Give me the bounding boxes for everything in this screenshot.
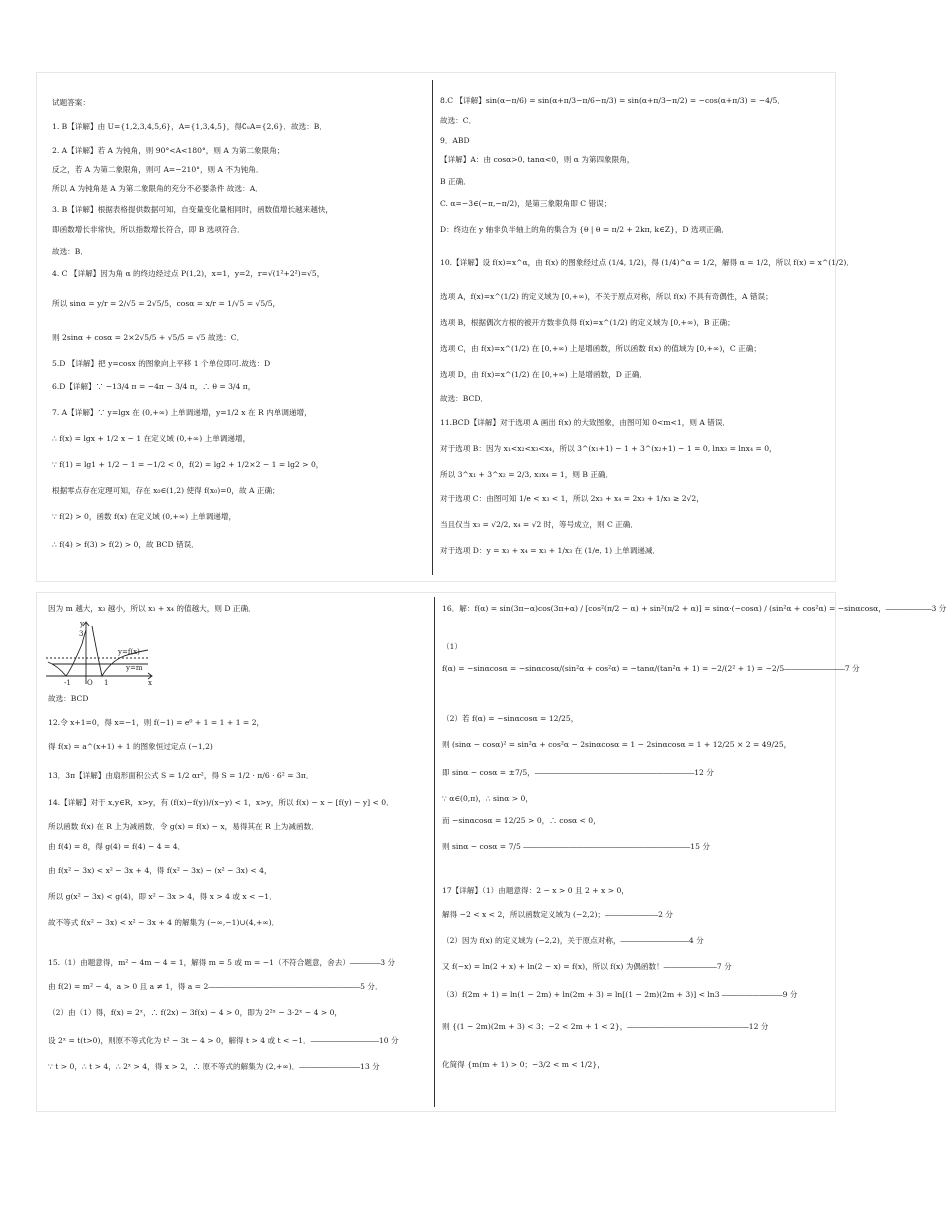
solution-line: 所以 3^x₁ + 3^x₂ = 2/3, x₃x₄ = 1，则 B 正确． (440, 470, 614, 479)
solution-line: 故选：BCD． (440, 394, 488, 403)
top-left-column (52, 92, 422, 572)
solution-line: 对于选项 C：由图可知 1/e < x₃ < 1，所以 2x₃ + x₄ = 2x₃ + 1/x₃ ≥ 2√2， (440, 494, 704, 503)
graph-label-neg1: -1 (64, 679, 71, 687)
top-right-column (440, 92, 854, 572)
solution-line: （2）由（1）得，f(x) = 2ˣ，∴ f(2x) − 3f(x) − 4 > 0，即为 2²ˣ − 3·2ˣ − 4 > 0， (48, 1008, 343, 1017)
solution-line: 则 {(1 − 2m)(2m + 3) < 3；−2 < 2m + 1 < 2}，――――――――――――――――12 分 (442, 1022, 769, 1031)
solution-line: 当且仅当 x₃ = √2/2, x₄ = √2 时，等号成立，则 C 正确． (440, 520, 638, 529)
graph-label-m: y=m (126, 664, 143, 672)
solution-line: 12.令 x+1=0，得 x=−1，则 f(−1) = e⁰ + 1 = 1 + 1 = 2， (48, 718, 265, 727)
solution-line: 因为 m 越大，x₃ 越小，所以 x₃ + x₄ 的值越大，则 D 正确． (48, 604, 256, 613)
solution-line: （2）若 f(α) = −sinαcosα = 12/25， (442, 714, 579, 723)
solution-line: 选项 A，f(x)=x^(1/2) 的定义域为 [0,+∞)，不关于原点对称，所以 f(x) 不具有奇偶性，A 错误； (440, 292, 773, 301)
solution-line: 5.D 【详解】把 y=cosx 的图象向上平移 1 个单位即可.故选：D (52, 359, 271, 368)
solution-line: 选项 D，由 f(x)=x^(1/2) 在 [0,+∞) 上是增函数，D 正确． (440, 370, 648, 379)
solution-line: 6.D【详解】∵ −13/4 π = −4π − 3/4 π，∴ θ = 3/4 π， (52, 382, 256, 391)
solution-line: 1. B【详解】由 U={1,2,3,4,5,6}，A={1,3,4,5}，得∁ᵤA={2,6}．故选：B． (52, 122, 327, 131)
solution-line: 3. B【详解】根据表格提供数据可知，自变量变化量相同时，函数值增长越来越快， (52, 205, 334, 214)
solution-line: 14.【详解】对于 x,y∈R，x>y，有 (f(x)−f(y))/(x−y) < 1，x>y，所以 f(x) − x − [f(y) − y] < 0． (48, 798, 394, 807)
solution-line: 故不等式 f(x² − 3x) < x² − 3x + 4 的解集为 (−∞,−1)∪(4,+∞)． (48, 918, 280, 927)
solution-line: 所以 g(x² − 3x) < g(4)，即 x² − 3x > 4，得 x > 4 或 x < −1． (48, 892, 277, 901)
solution-line: 即 sinα − cosα = ±7/5，―――――――――――――――――――――12 分 (442, 768, 714, 777)
solution-line: 对于选项 D：y = x₃ + x₄ = x₃ + 1/x₃ 在 (1/e, 1) 上单调递减． (440, 546, 661, 555)
solution-line: f(α) = −sinαcosα = −sinαcosα/(sin²α + cos²α) = −tanα/(tan²α + 1) = −2/(2² + 1) = −2/5――――――――7 分 (442, 664, 860, 673)
bottom-right-column (442, 600, 946, 1100)
solution-line: C. α=−3∈(−π,−π/2)，是第三象限角即 C 错误； (440, 199, 612, 208)
solution-line: 选项 B，根据偶次方根的被开方数非负得 f(x)=x^(1/2) 的定义域为 [0,+∞)，B 正确； (440, 318, 735, 327)
solution-line: 16．解：f(α) = sin(3π−α)cos(3π+α) / [cos²(π/2 − α) + sin²(π/2 + α)] = sinα·(−cosα) / (sin²α + cos²α) = −sinαcosα，――――――3 分 (442, 604, 946, 613)
solution-line: 即函数增长非常快，所以指数增长符合，即 B 选项符合． (52, 225, 245, 234)
solution-line: 反之，若 A 为第二象限角，则可 A=−210°，则 A 不为钝角． (52, 165, 264, 174)
solution-line: 而 −sinαcosα = 12/25 > 0，∴ cosα < 0， (442, 816, 601, 825)
solution-line: 所以函数 f(x) 在 R 上为减函数．令 g(x) = f(x) − x，易得其在 R 上为减函数． (48, 822, 319, 831)
graph-label-curve: y=f(x) (118, 648, 140, 656)
function-graph (44, 618, 156, 688)
solution-line: 解得 −2 < x < 2，所以函数定义域为 (−2,2)；―――――――2 分 (442, 910, 673, 919)
solution-line: ∵ f(2) > 0，函数 f(x) 在定义域 (0,+∞) 上单调递增， (52, 512, 237, 521)
answers-heading: 试题答案： (52, 98, 90, 107)
solution-line: 故选：C． (440, 116, 477, 125)
solution-line: 13．3π【详解】由扇形面积公式 S = 1/2 αr²，得 S = 1/2 · π/6 · 6² = 3π． (48, 771, 314, 780)
column-divider-bottom (434, 597, 435, 1107)
solution-line: 故选：B． (52, 247, 88, 256)
solution-line: ∴ f(x) = lgx + 1/2 x − 1 在定义域 (0,+∞) 上单调递增， (52, 434, 251, 443)
solution-line: 得 f(x) = a^(x+1) + 1 的图象恒过定点 (−1,2) (48, 742, 213, 751)
solution-line: 7. A【详解】∵ y=lgx 在 (0,+∞) 上单调递增，y=1/2 x 在 R 内单调递增， (52, 408, 312, 417)
solution-line: 所以 sinα = y/r = 2/√5 = 2√5/5，cosα = x/r = 1/√5 = √5/5， (52, 299, 281, 308)
column-divider-top (432, 80, 433, 575)
solution-line: 则 2sinα + cosα = 2×2√5/5 + √5/5 = √5 故选：C． (52, 333, 245, 342)
solution-line: 15.（1）由题意得，m² − 4m − 4 = 1，解得 m = 5 或 m = −1（不符合题意，舍去）――――3 分 (48, 958, 396, 967)
graph-label-1: 1 (104, 679, 109, 687)
solution-line: 则 (sinα − cosα)² = sin²α + cos²α − 2sinαcosα = 1 − 2sinαcosα = 1 + 12/25 × 2 = 49/25， (442, 740, 792, 749)
graph-label-y: y (80, 620, 84, 628)
solution-line: 则 sinα − cosα = 7/5 ――――――――――――――――――――――15 分 (442, 842, 710, 851)
solution-line: 对于选项 B：因为 x₁<x₂<x₃<x₄，所以 3^(x₁+1) − 1 + 3^(x₂+1) − 1 = 0, lnx₃ = lnx₄ = 0， (440, 444, 777, 453)
solution-line: 11.BCD【详解】对于选项 A 画出 f(x) 的大致图象，由图可知 0<m<1，则 A 错误． (440, 418, 731, 427)
solution-line: 4. C 【详解】因为角 α 的终边经过点 P(1,2)，x=1，y=2，r=√(1²+2²)=√5， (52, 269, 325, 278)
solution-line: 设 2ˣ = t(t>0)，则原不等式化为 t² − 3t − 4 > 0，解得 t > 4 或 t < −1．―――――――――10 分 (48, 1036, 399, 1045)
solution-line: 10.【详解】设 f(x)=x^α，由 f(x) 的图象经过点 (1/4, 1/2)，得 (1/4)^α = 1/2，解得 α = 1/2，所以 f(x) = x^(1/2)． (440, 258, 854, 267)
solution-line: 8.C 【详解】sin(α−π/6) = sin(α+π/3−π/6−π/3) = sin(α+π/3−π/2) = −cos(α+π/3) = −4/5． (440, 96, 785, 105)
solution-line: 由 f(x² − 3x) < x² − 3x + 4，得 f(x² − 3x) − (x² − 3x) < 4， (48, 866, 272, 875)
graph-label-origin: O (87, 679, 93, 687)
solution-line: ∵ t > 0，∴ t > 4，∴ 2ˣ > 4，得 x > 2，∴ 原不等式的解集为 (2,+∞)．――――――――13 分 (48, 1062, 380, 1071)
solution-line: 所以 A 为钝角是 A 为第二象限角的充分不必要条件 故选：A． (52, 184, 263, 193)
solution-line: 选项 C，由 f(x)=x^(1/2) 在 [0,+∞) 上是增函数，所以函数 f(x) 的值域为 [0,+∞)，C 正确； (440, 344, 761, 353)
solution-line: ∵ f(1) = lg1 + 1/2 − 1 = −1/2 < 0，f(2) = lg2 + 1/2×2 − 1 = lg2 > 0， (52, 460, 324, 469)
solution-line: 【详解】A：由 cosα>0, tanα<0，则 α 为第四象限角， (440, 155, 635, 164)
solution-line: （3）f(2m + 1) = ln(1 − 2m) + ln(2m + 3) = ln[(1 − 2m)(2m + 3)] < ln3 ――――――――9 分 (442, 990, 798, 999)
solution-line: （2）因为 f(x) 的定义域为 (−2,2)，关于原点对称，―――――――――4 分 (442, 936, 704, 945)
solution-line: 由 f(2) = m² − 4，a > 0 且 a ≠ 1，得 a = 2――――――――――――――――――――5 分． (48, 982, 383, 991)
solution-line: 故选：BCD (48, 694, 89, 703)
solution-line: 由 f(4) = 8，得 g(4) = f(4) − 4 = 4． (48, 842, 186, 851)
solution-line: ∵ α∈(0,π)，∴ sinα > 0， (442, 794, 533, 803)
solution-line: 化简得 {m(m + 1) > 0；−3/2 < m < 1/2}， (442, 1060, 605, 1069)
solution-line: 2. A【详解】若 A 为钝角，则 90°<A<180°，则 A 为第二象限角； (52, 146, 285, 155)
solution-line: 又 f(−x) = ln(2 + x) + ln(2 − x) = f(x)，所以 f(x) 为偶函数！―――――――7 分 (442, 962, 732, 971)
solution-line: D：终边在 y 轴非负半轴上的角的集合为 {θ | θ = π/2 + 2kπ, k∈Z}，D 选项正确． (440, 225, 729, 234)
solution-line: （1） (442, 642, 463, 651)
solution-line: 17【详解】（1）由题意得：2 − x > 0 且 2 + x > 0， (442, 886, 629, 895)
graph-label-3: 3 (79, 630, 84, 638)
solution-line: 9．ABD (440, 136, 470, 145)
solution-line: 根据零点存在定理可知，存在 x₀∈(1,2) 使得 f(x₀)=0，故 A 正确； (52, 486, 280, 495)
solution-line: ∴ f(4) > f(3) > f(2) > 0，故 BCD 错误． (52, 540, 199, 549)
solution-line: B 正确． (440, 177, 471, 186)
graph-label-x: x (148, 679, 152, 687)
